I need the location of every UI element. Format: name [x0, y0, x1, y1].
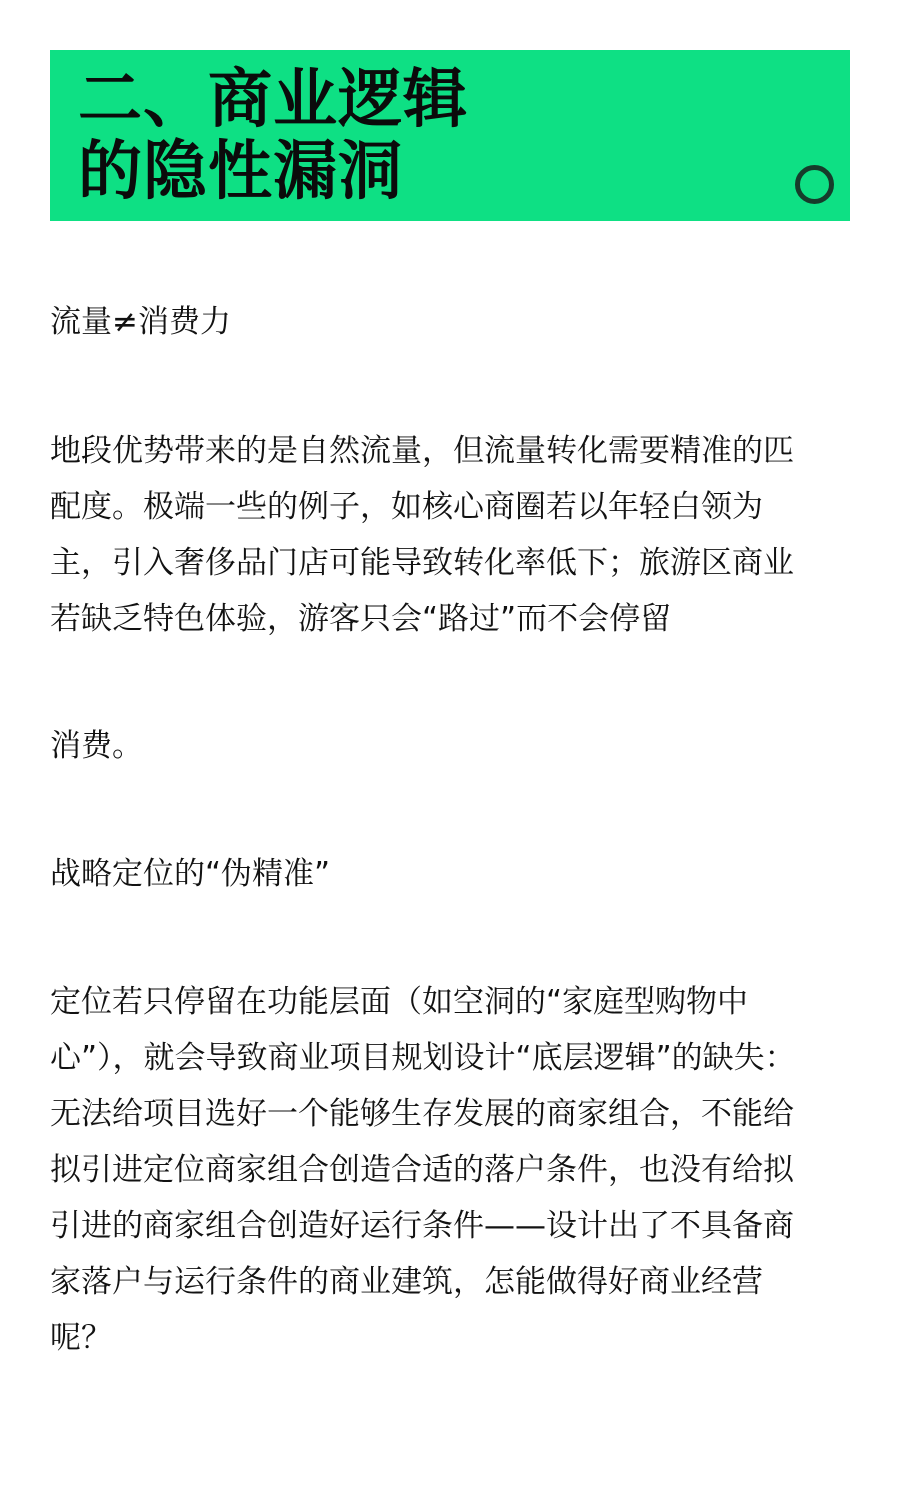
- paragraph-line: 引进的商家组合创造好运行条件——设计出了不具备商: [50, 1208, 794, 1244]
- title-line-1: 二、商业逻辑: [78, 63, 468, 137]
- paragraph-line: 定位若只停留在功能层面（如空洞的“家庭型购物中: [50, 984, 749, 1020]
- page-title: [78, 64, 850, 208]
- title-banner: [50, 50, 850, 221]
- paragraph-line: 若缺乏特色体验，游客只会“路过”而不会停留: [50, 601, 672, 637]
- paragraph-line: 配度。极端一些的例子，如核心商圈若以年轻白领为: [50, 489, 763, 525]
- paragraph-line: 家落户与运行条件的商业建筑，怎能做得好商业经营: [50, 1264, 763, 1300]
- section-heading-traffic: 流量≠消费力: [50, 304, 231, 340]
- paragraph-line: 拟引进定位商家组合创造合适的落户条件，也没有给拟: [50, 1152, 794, 1188]
- paragraph-line: 主，引入奢侈品门店可能导致转化率低下；旅游区商业: [50, 545, 794, 581]
- circle-icon: [795, 165, 834, 204]
- paragraph-line: 无法给项目选好一个能够生存发展的商家组合，不能给: [50, 1096, 794, 1132]
- paragraph-line: 心”），就会导致商业项目规划设计“底层逻辑”的缺失：: [50, 1040, 796, 1076]
- paragraph-line: 呢？: [50, 1320, 112, 1356]
- title-line-2: 的隐性漏洞: [78, 135, 403, 209]
- paragraph-positioning: [50, 974, 850, 1366]
- section-heading-positioning: 战略定位的“伪精准”: [50, 856, 331, 892]
- paragraph-traffic: [50, 423, 850, 647]
- paragraph-traffic-end: 消费。: [50, 728, 143, 764]
- paragraph-line: 地段优势带来的是自然流量，但流量转化需要精准的匹: [50, 433, 794, 469]
